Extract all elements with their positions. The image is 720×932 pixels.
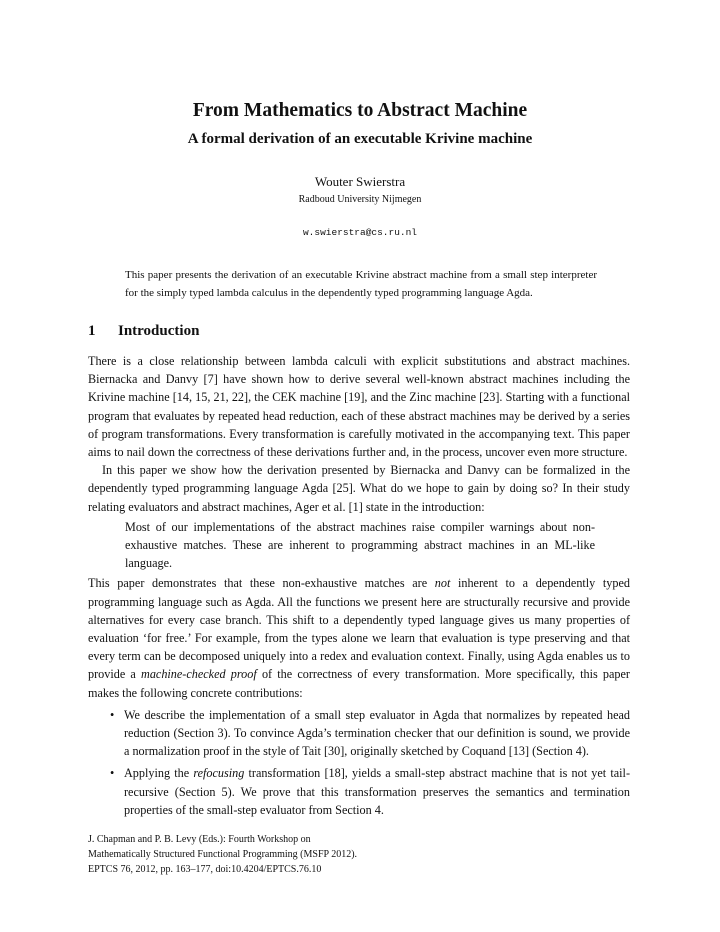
paragraph-3-part-2: inherent to a dependently typed programming language such as Agda. All the functions we present here are structurally recursive and provide alternatives for every case branch. This shift to a dependently typed language gives us many properties of evaluation ‘for free.’ For example, from the types alone we learn that evaluation is type preserving and that every term can be decomposed uniquely into a redex and evaluation context. Finally, using Agda enables us to provide a [88, 576, 630, 682]
bullet-icon: • [110, 707, 115, 722]
paragraph-3 [88, 574, 630, 701]
list-item [110, 764, 631, 819]
body-text [88, 352, 630, 823]
paragraph-3-part-3: of the correctness of every transformation. More specifically, this paper makes the following concrete contributions: [88, 667, 630, 700]
author-email[interactable]: w.swierstra@cs.ru.nl [302, 227, 418, 238]
emphasis-not: not [434, 576, 451, 591]
publication-footer [88, 832, 648, 877]
list-item-text: We describe the implementation of a small step evaluator in Agda that normalizes by repeated head reduction (Section 3). To convince Agda’s termination checker that our definition is sound, we provide a normalization proof in the style of Tait [30], originally sketched by Coquand [13] (Section 4). [124, 707, 630, 759]
section-number: 1 [88, 323, 96, 339]
footer-line-3: EPTCS 76, 2012, pp. 163–177, doi:10.4204/EPTCS.76.10 [88, 864, 322, 875]
author-affiliation: Radboud University Nijmegen [298, 194, 422, 205]
section-title: Introduction [118, 323, 200, 339]
bullet-icon: • [110, 766, 115, 781]
list-item [110, 706, 630, 761]
paper-subtitle: A formal derivation of an executable Krivine machine [187, 131, 533, 147]
contributions-list [88, 706, 630, 819]
emphasis-refocusing: refocusing [193, 766, 245, 781]
section-heading [88, 321, 648, 341]
footer-line-1: J. Chapman and P. B. Levy (Eds.): Fourth Workshop on [88, 834, 311, 845]
list-item-text-part-2: transformation [18], yields a small-step abstract machine that is not yet tail-recursive (Section 5). We prove that this transformation preserves the semantics and termination properties of the small-step evaluator from Section 4. [124, 766, 631, 817]
abstract: This paper presents the derivation of an executable Krivine abstract machine from a small step interpreter for the simply typed lambda calculus in the dependently typed programming language Agda. [125, 269, 597, 299]
paper-title: From Mathematics to Abstract Machine [192, 100, 528, 121]
block-quote: Most of our implementations of the abstract machines raise compiler warnings about non-exhaustive matches. These are inherent to programming abstract machines in an ML-like language. [125, 519, 595, 571]
list-item-text-part-1: Applying the [124, 766, 194, 781]
paragraph-1: There is a close relationship between lambda calculi with explicit substitutions and abstract machines. Biernacka and Danvy [7] have shown how to derive several well-known abstract machines including the Krivine machine [14, 15, 21, 22], the CEK machine [19], and the Zinc machine [23]. Starting with a functional program that evaluates by repeated head reduction, each of these abstract machines may be derived by a series of program transformations. Every transformation is carefully motivated in the accompanying text. This paper aims to nail down the correctness of these derivations further and, in the process, uncover even more structure. [88, 354, 630, 460]
paragraph-2: In this paper we show how the derivation presented by Biernacka and Danvy can be formalized in the dependently typed programming language Agda [25]. What do we hope to gain by doing so? In their study relating evaluators and abstract machines, Ager et al. [1] state in the introduction: [88, 463, 630, 514]
author-name: Wouter Swierstra [314, 174, 406, 189]
footer-line-2: Mathematically Structured Functional Programming (MSFP 2012). [88, 849, 358, 860]
paragraph-3-part-1: This paper demonstrates that these non-exhaustive matches are [88, 576, 435, 591]
emphasis-machine-checked-proof: machine-checked proof [141, 667, 257, 682]
